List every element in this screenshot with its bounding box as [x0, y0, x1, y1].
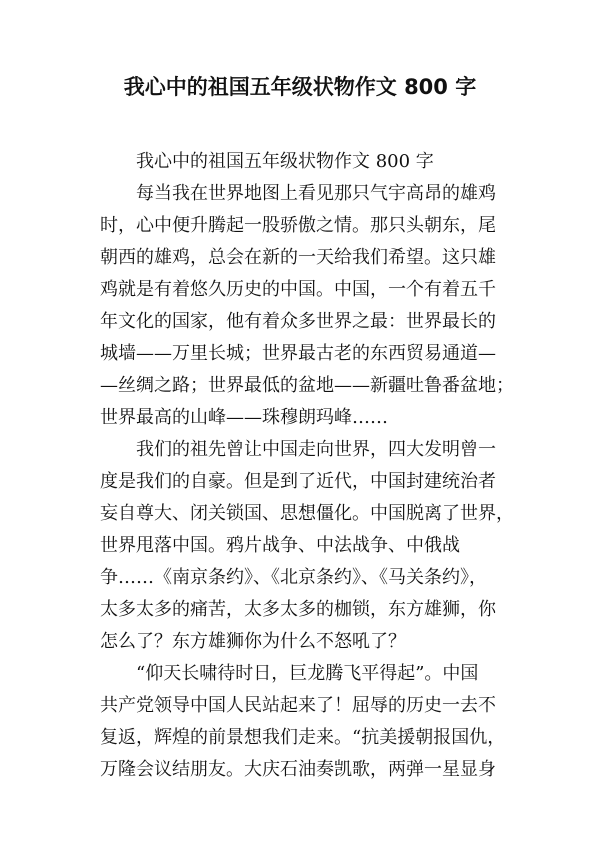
paragraph-line: 朝西的雄鸡，总会在新的一天给我们希望。这只雄 [100, 247, 496, 268]
paragraph-1 [100, 178, 514, 434]
paragraph-2 [100, 434, 514, 658]
document-title: 我心中的祖国五年级状物作文 800 字 [123, 75, 477, 99]
paragraph-line: 共产党领导中国人民站起来了！屈辱的历史一去不 [100, 695, 496, 716]
paragraph-line: 争……《南京条约》、《北京条约》、《马关条约》， [100, 567, 487, 588]
paragraph-line: 我心中的祖国五年级状物作文 800 字 [136, 151, 434, 172]
paragraph-line: 怎么了？东方雄狮你为什么不怒吼了？ [100, 631, 406, 652]
paragraph-line: 我们的祖先曾让中国走向世界，四大发明曾一 [136, 439, 496, 460]
paragraph-subtitle [100, 146, 510, 178]
paragraph-line: 太多太多的痛苦，太多太多的枷锁，东方雄狮，你 [100, 599, 496, 620]
paragraph-line: 城墙——万里长城；世界最古老的东西贸易通道— [100, 343, 496, 364]
paragraph-line: 年文化的国家，他有着众多世界之最：世界最长的 [100, 311, 496, 332]
paragraph-line: 妄自尊大、闭关锁国、思想僵化。中国脱离了世界， [100, 503, 514, 524]
paragraph-line: 世界最高的山峰——珠穆朗玛峰…… [100, 407, 388, 428]
paragraph-line: 鸡就是有着悠久历史的中国。中国，一个有着五千 [100, 279, 496, 300]
paragraph-3 [100, 658, 510, 786]
paragraph-line: —丝绸之路；世界最低的盆地——新疆吐鲁番盆地； [100, 375, 514, 396]
paragraph-line: “仰天长啸待时日，巨龙腾飞平得起”。中国 [136, 663, 479, 684]
paragraph-line: 时，心中便升腾起一股骄傲之情。那只头朝东，尾 [100, 215, 496, 236]
paragraph-line: 复返，辉煌的前景想我们走来。“抗美援朝报国仇， [100, 727, 506, 748]
document-body [100, 146, 514, 786]
paragraph-line: 世界甩落中国。鸦片战争、中法战争、中俄战 [100, 535, 460, 556]
paragraph-line: 度是我们的自豪。但是到了近代，中国封建统治者 [100, 471, 496, 492]
paragraph-line: 万隆会议结朋友。大庆石油奏凯歌，两弹一星显身 [100, 759, 496, 780]
paragraph-line: 每当我在世界地图上看见那只气宇高昂的雄鸡 [136, 183, 496, 204]
